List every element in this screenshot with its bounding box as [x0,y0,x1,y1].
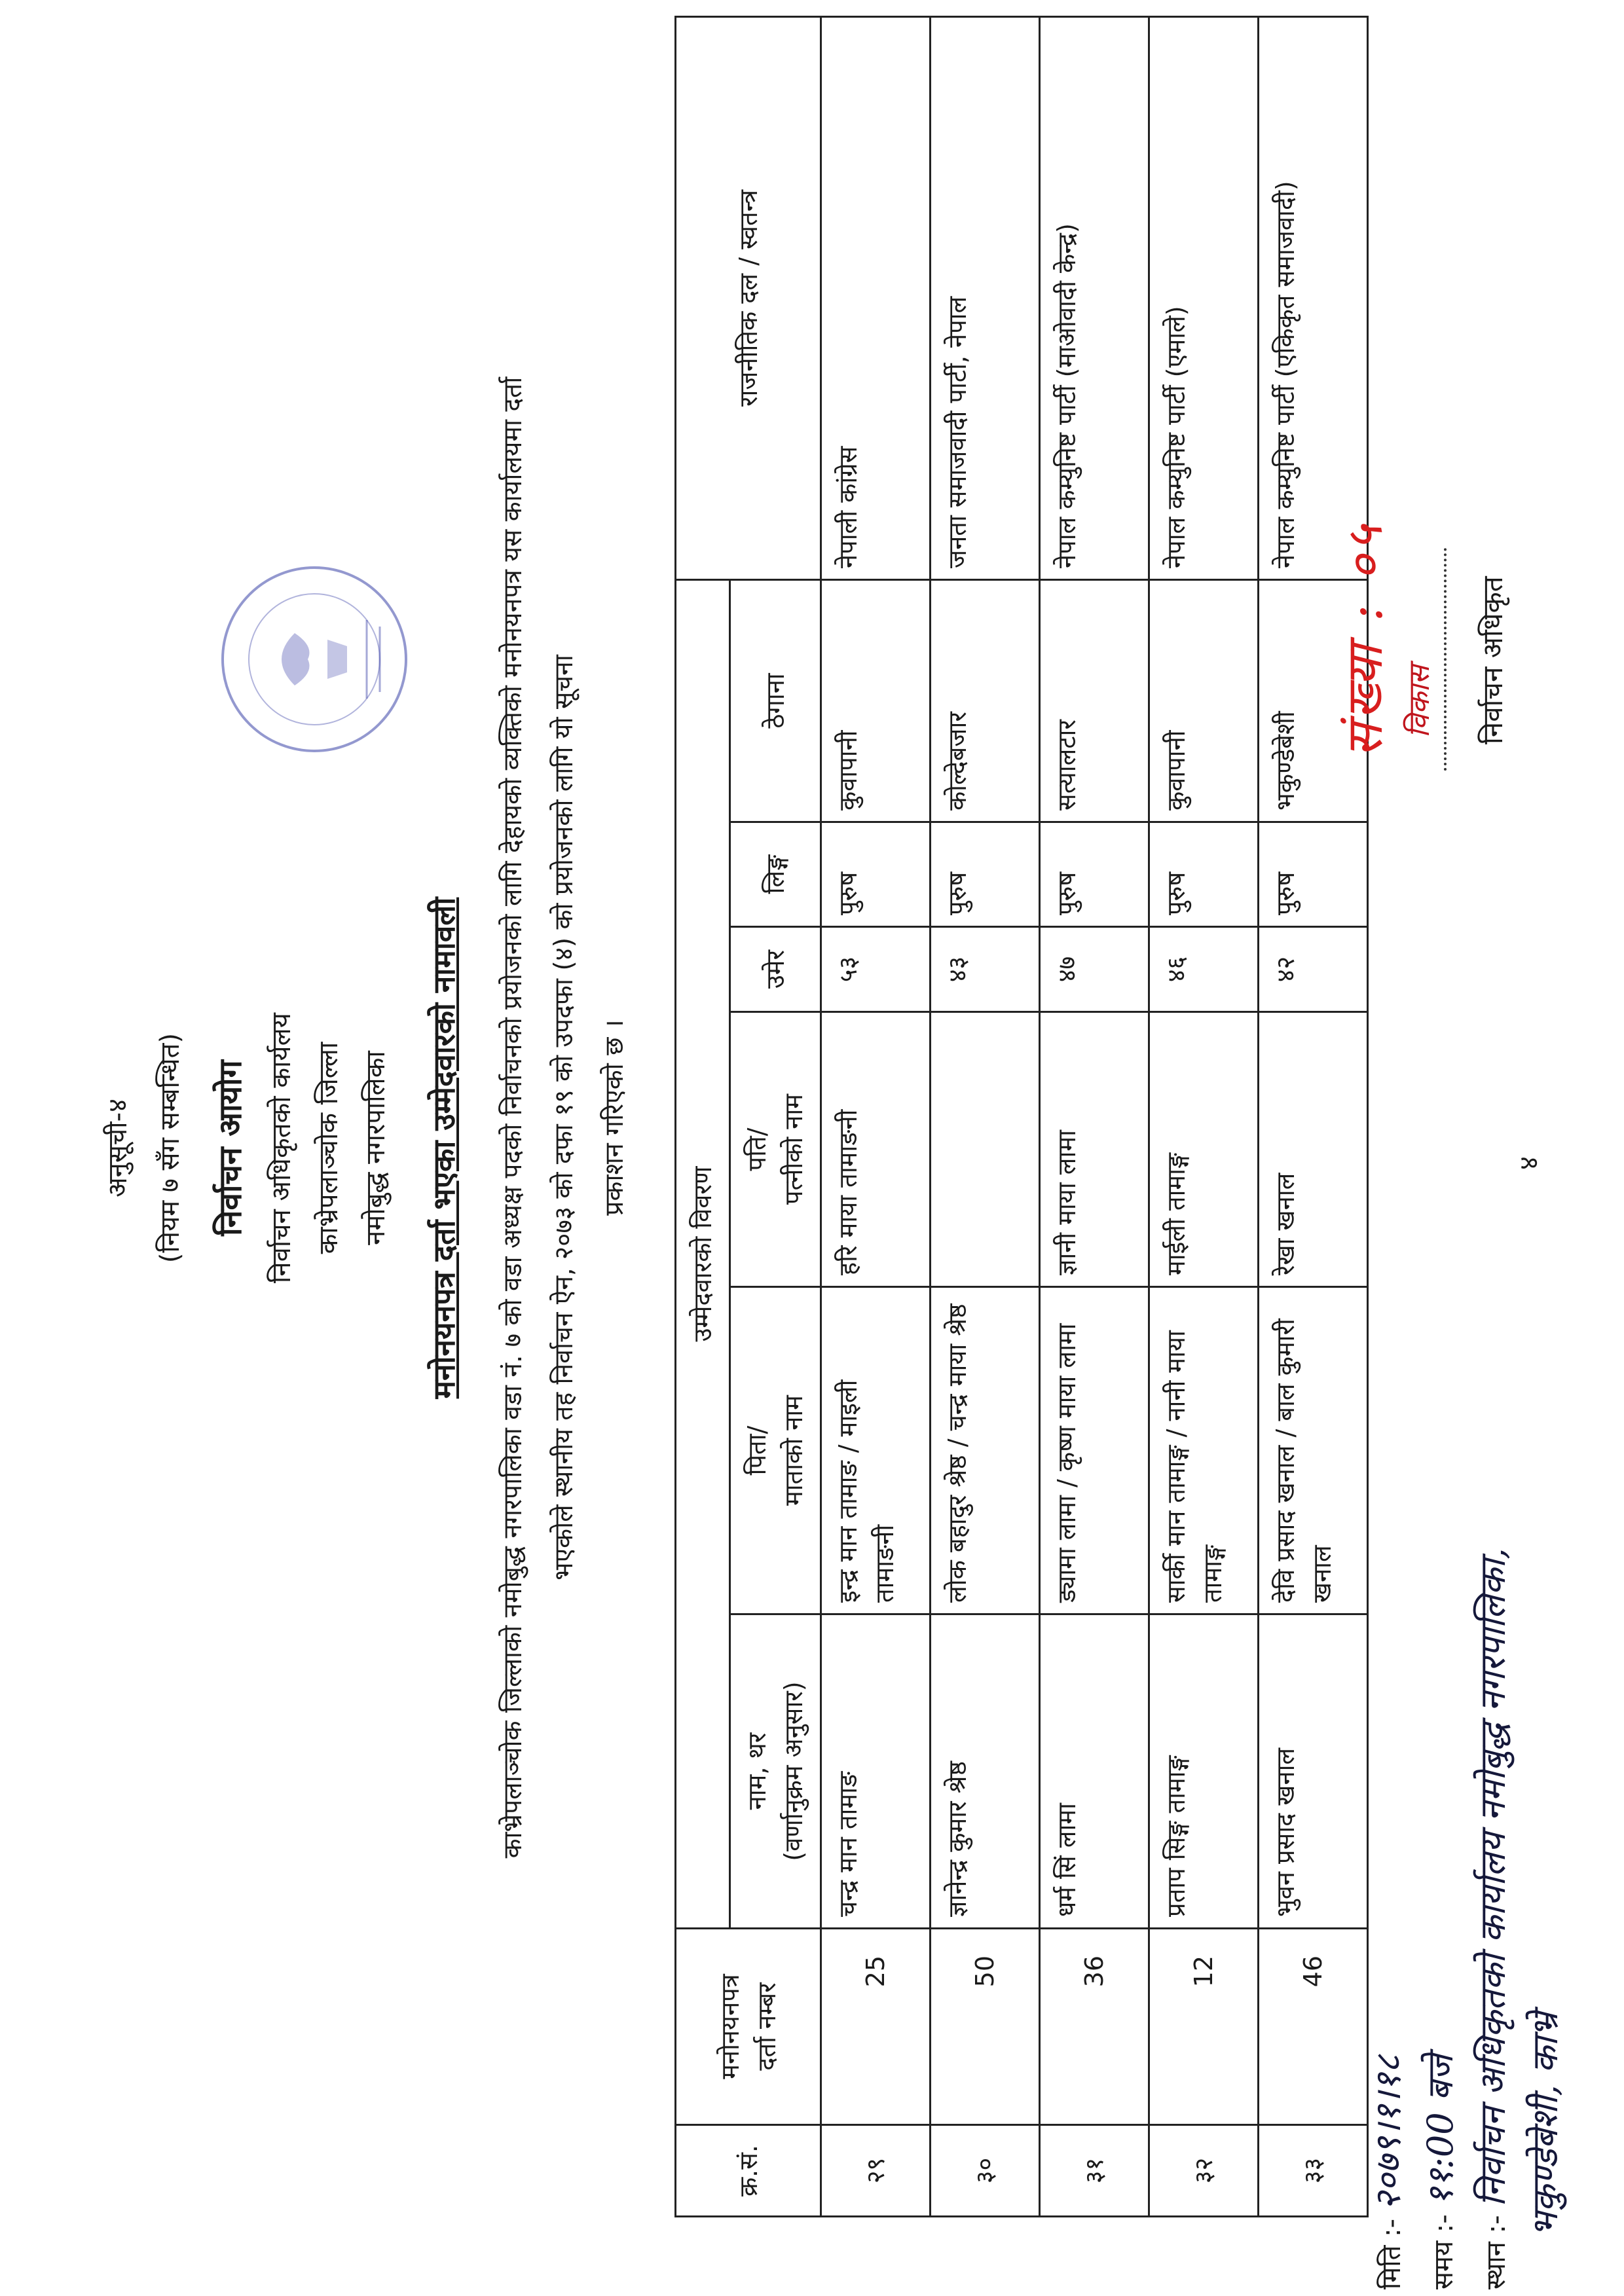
cell-age: ४६ [1149,927,1259,1012]
col-name-line-1: नाम, थर [743,1732,771,1810]
municipality-name: नमोबुद्ध नगरपालिका [361,1051,391,1245]
table-row [931,16,1040,2216]
place-value: निर्वाचन अधिकृतको कार्यालय नमोबुद्ध नगरपालिका, [1472,1548,1513,2207]
date-label: मिति :- [1376,2218,1407,2289]
col-address: ठेगाना [730,579,821,822]
cell-parents: सार्की मान तामाङ्ग / नानी माया तामाङ्ग [1149,1287,1259,1614]
cell-serial: ३३ [1259,2125,1368,2217]
cell-gender: पुरुष [1259,822,1368,927]
cell-address: सत्यालटार [1040,579,1149,822]
notice-text [488,136,590,2100]
cell-gender: पुरुष [931,822,1040,927]
cell-address: कुवापानी [821,579,931,822]
cell-parents: ड्यामा लामा / कृष्ण माया लामा [1040,1287,1149,1614]
cell-party: नेपाल कम्युनिष्ट पार्टी (माओवादी केन्द्र) [1040,16,1149,579]
officer-signature: विकास [1403,665,1436,738]
candidate-count-handwritten: संख्या : ०५ [1335,521,1393,757]
cell-parents: इन्द्र मान तामाङ / माइली तामाङनी [821,1287,931,1614]
cell-registration-no: 36 [1040,1929,1149,2125]
footer-date [1362,2055,1411,2289]
cell-registration-no: 50 [931,1929,1040,2125]
cell-name: धर्म सिं लामा [1040,1614,1149,1929]
place-value-line-2: भकुण्डेबेशी, काभ्रे [1524,2012,1566,2237]
cell-party: नेपाल कम्युनिष्ट पार्टी (एकिकृत समाजवादी) [1259,16,1368,579]
col-spouse-line-1: पति/ [743,1127,771,1171]
col-gender: लिङ्ग [730,822,821,927]
notice-line-1: काभ्रेपलाञ्चोक जिल्लाको नमोबुद्ध नगरपालिका वडा नं. ७ को वडा अध्यक्ष पदको निर्वाचनको प्रयोजनको लागि देहायको व्यक्तिको मनोनयनपत्र यस कार्यालयमा दर्ता [498,376,528,1859]
time-label: समय :- [1429,2214,1459,2289]
commission-name: निर्वाचन आयोग [212,1060,249,1236]
signature-line [1444,548,1447,771]
date-value: २०७९।१।१८ [1367,2054,1409,2211]
cell-age: ४७ [1040,927,1149,1012]
cell-address: भकुण्डेबेशी [1259,579,1368,822]
cell-serial: २९ [821,2125,931,2217]
cell-registration-no: 25 [821,1929,931,2125]
col-party: राजनीतिक दल / स्वतन्त्र [676,16,821,579]
cell-serial: ३१ [1040,2125,1149,2217]
cell-name: भुवन प्रसाद खनाल [1259,1614,1368,1929]
cell-registration-no: 12 [1149,1929,1259,2125]
rule-reference: (नियम ७ सँग सम्बन्धित) [155,1032,185,1264]
cell-party: नेपाली कांग्रेस [821,16,931,579]
footer-time [1414,2054,1463,2289]
schedule-label: अनुसूची-४ [103,1099,133,1197]
cell-spouse: ज्ञानी माया लामा [1040,1012,1149,1287]
cell-spouse: हरि माया तामाङनी [821,1012,931,1287]
table-header-row [676,16,730,2216]
cell-spouse: रेखा खनाल [1259,1012,1368,1287]
cell-party: जनता समाजवादी पार्टी, नेपाल [931,16,1040,579]
cell-registration-no: 46 [1259,1929,1368,2125]
col-parents [730,1287,821,1614]
cell-name: प्रताप सिङ्ग तामाङ्ग [1149,1614,1259,1929]
cell-name: ज्ञानेन्द्र कुमार श्रेष्ठ [931,1614,1040,1929]
cell-party: नेपाल कम्युनिष्ट पार्टी (एमाले) [1149,16,1259,579]
table-row [1149,16,1259,2216]
document-title: मनोनयनपत्र दर्ता भएका उम्मेदवारको नामावली [426,897,462,1399]
office-seal-stamp [216,561,413,757]
officer-label: निर्वाचन अधिकृत [1477,576,1509,744]
cell-age: ५३ [821,927,931,1012]
col-registration-line-2: दर्ता नम्बर [752,1982,781,2071]
page-number: ४ [1514,1156,1544,1170]
col-parents-line-1: पिता/ [743,1425,771,1476]
col-registration-line-1: मनोनयनपत्र [715,1974,745,2079]
place-label: स्थान :- [1481,2215,1511,2289]
cell-gender: पुरुष [821,822,931,927]
cell-gender: पुरुष [1149,822,1259,927]
col-serial: क्र.सं. [676,2125,821,2217]
cell-parents: लोक बहादुर श्रेष्ठ / चन्द्र माया श्रेष्ठ [931,1287,1040,1614]
col-name-line-2: (वर्णानुक्रम अनुसार) [779,1681,808,1861]
cell-address: कुवापानी [1149,579,1259,822]
notice-line-3: प्रकाशन गरिएको छ । [600,1019,629,1216]
col-parents-line-2: माताको नाम [779,1395,808,1506]
office-name: निर्वाचन अधिकृतको कार्यलय [267,1013,297,1283]
table-row [1259,16,1368,2216]
cell-serial: ३० [931,2125,1040,2217]
time-value: ११:00 बजे [1420,2054,1461,2206]
cell-parents: देवि प्रसाद खनाल / बाल कुमारी खनाल [1259,1287,1368,1614]
footer-place [1467,1548,1515,2289]
district-name: काभ्रेपलाञ्चोक जिल्ला [314,1042,344,1254]
col-registration-no [676,1929,821,2125]
cell-serial: ३२ [1149,2125,1259,2217]
cell-name: चन्द्र मान तामाङ [821,1614,931,1929]
notice-line-2: भएकोले स्थानीय तह निर्वाचन ऐन, २०७३ को दफा १९ को उपदफा (४) को प्रयोजनको लागि यो सूचना [549,655,579,1580]
col-spouse-line-2: पत्नीको नाम [779,1094,808,1205]
col-age: उमेर [730,927,821,1012]
col-name [730,1614,821,1929]
col-spouse [730,1012,821,1287]
candidate-table [674,16,1369,2217]
cell-age: ४२ [1259,927,1368,1012]
cell-gender: पुरुष [1040,822,1149,927]
cell-address: कोल्देबजार [931,579,1040,822]
table-row [1040,16,1149,2216]
col-candidate-group: उम्मेदवारको विवरण [676,579,730,1928]
cell-age: ४३ [931,927,1040,1012]
cell-spouse [931,1012,1040,1287]
table-row [821,16,931,2216]
cell-spouse: माईली तामाङ्ग [1149,1012,1259,1287]
